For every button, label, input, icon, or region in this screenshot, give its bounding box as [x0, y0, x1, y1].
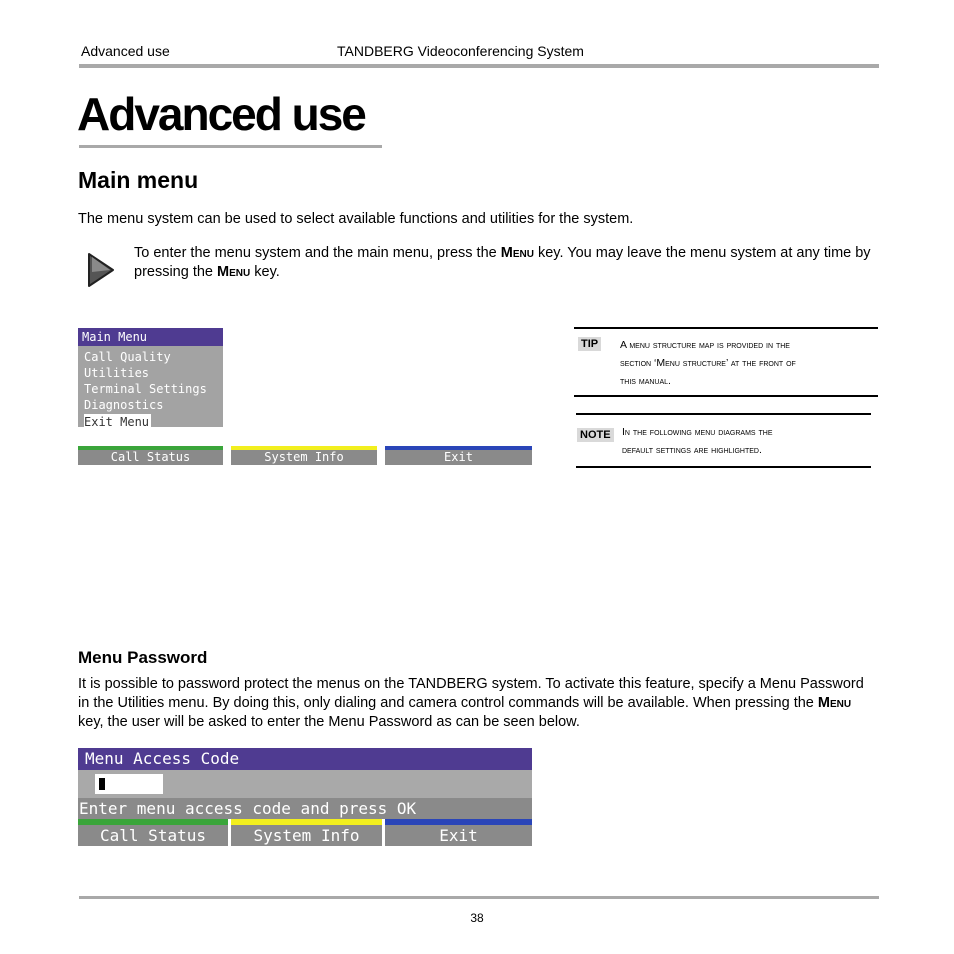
softkey-exit[interactable]: Exit — [385, 819, 532, 846]
menu-access-code-panel — [78, 748, 532, 819]
menu-password-paragraph: It is possible to password protect the menus on the TANDBERG system. To activate this feature, specify a Menu Password in the Utilities menu. By doing this, only dialing and camera control commands will be available. When pressing the Menu key, the user will be asked to enter the Menu Password as can be seen below. — [78, 676, 864, 730]
note-box — [576, 413, 871, 468]
page-number: 38 — [470, 911, 484, 925]
section-title: Main menu — [78, 167, 199, 193]
access-code-prompt: Enter menu access code and press OK — [78, 798, 532, 819]
softkey-call-status[interactable]: Call Status — [78, 446, 223, 465]
menu-item-terminal-settings[interactable]: Terminal Settings — [84, 382, 207, 396]
softkey-color-bar — [385, 819, 532, 825]
access-code-input[interactable] — [95, 774, 163, 794]
tip-tag: TIP — [578, 337, 601, 351]
softkey-color-bar — [231, 819, 382, 825]
menu-item-utilities[interactable]: Utilities — [84, 366, 150, 380]
tip-text: A menu structure map is provided in the section ‘Menu structure’ at the front of this manual. — [620, 339, 796, 387]
access-code-input-row — [78, 770, 532, 798]
menu-key-label: Menu — [500, 245, 534, 261]
note-text: In the following menu diagrams the default settings are highlighted. — [622, 426, 773, 456]
softkey-system-info[interactable]: System Info — [231, 819, 382, 846]
softkey-system-info[interactable]: System Info — [231, 446, 377, 465]
menu-item-exit-menu[interactable]: Exit Menu — [84, 415, 150, 429]
menu-password-title: Menu Password — [78, 648, 208, 667]
header-divider — [79, 64, 879, 68]
menu-item-diagnostics[interactable]: Diagnostics — [84, 398, 164, 412]
softkey-exit[interactable]: Exit — [385, 446, 532, 465]
softkey-color-bar — [231, 446, 377, 450]
access-code-title: Menu Access Code — [78, 748, 532, 770]
main-menu-panel — [78, 328, 223, 427]
menu-key-label: Menu — [817, 695, 852, 711]
tip-box — [574, 327, 878, 397]
intro-paragraph: The menu system can be used to select available functions and utilities for the system. — [78, 211, 634, 227]
softkey-color-bar — [385, 446, 532, 450]
text-cursor — [99, 778, 105, 790]
note-tag: NOTE — [577, 428, 614, 442]
page-title: Advanced use — [77, 88, 365, 140]
play-arrow-icon — [84, 250, 118, 290]
main-menu-title: Main Menu — [78, 328, 223, 346]
header-product: TANDBERG Videoconferencing System — [337, 43, 584, 59]
enter-menu-paragraph: To enter the menu system and the main menu, press the Menu key. You may leave the menu system at any time by pressing the Menu key. — [134, 245, 871, 280]
footer-divider — [79, 896, 879, 899]
softkey-call-status[interactable]: Call Status — [78, 819, 228, 846]
menu-key-label: Menu — [217, 264, 251, 280]
softkey-color-bar — [78, 819, 228, 825]
header-section: Advanced use — [81, 43, 170, 59]
softkey-color-bar — [78, 446, 223, 450]
title-divider — [79, 145, 382, 148]
menu-item-call-quality[interactable]: Call Quality — [84, 350, 171, 364]
